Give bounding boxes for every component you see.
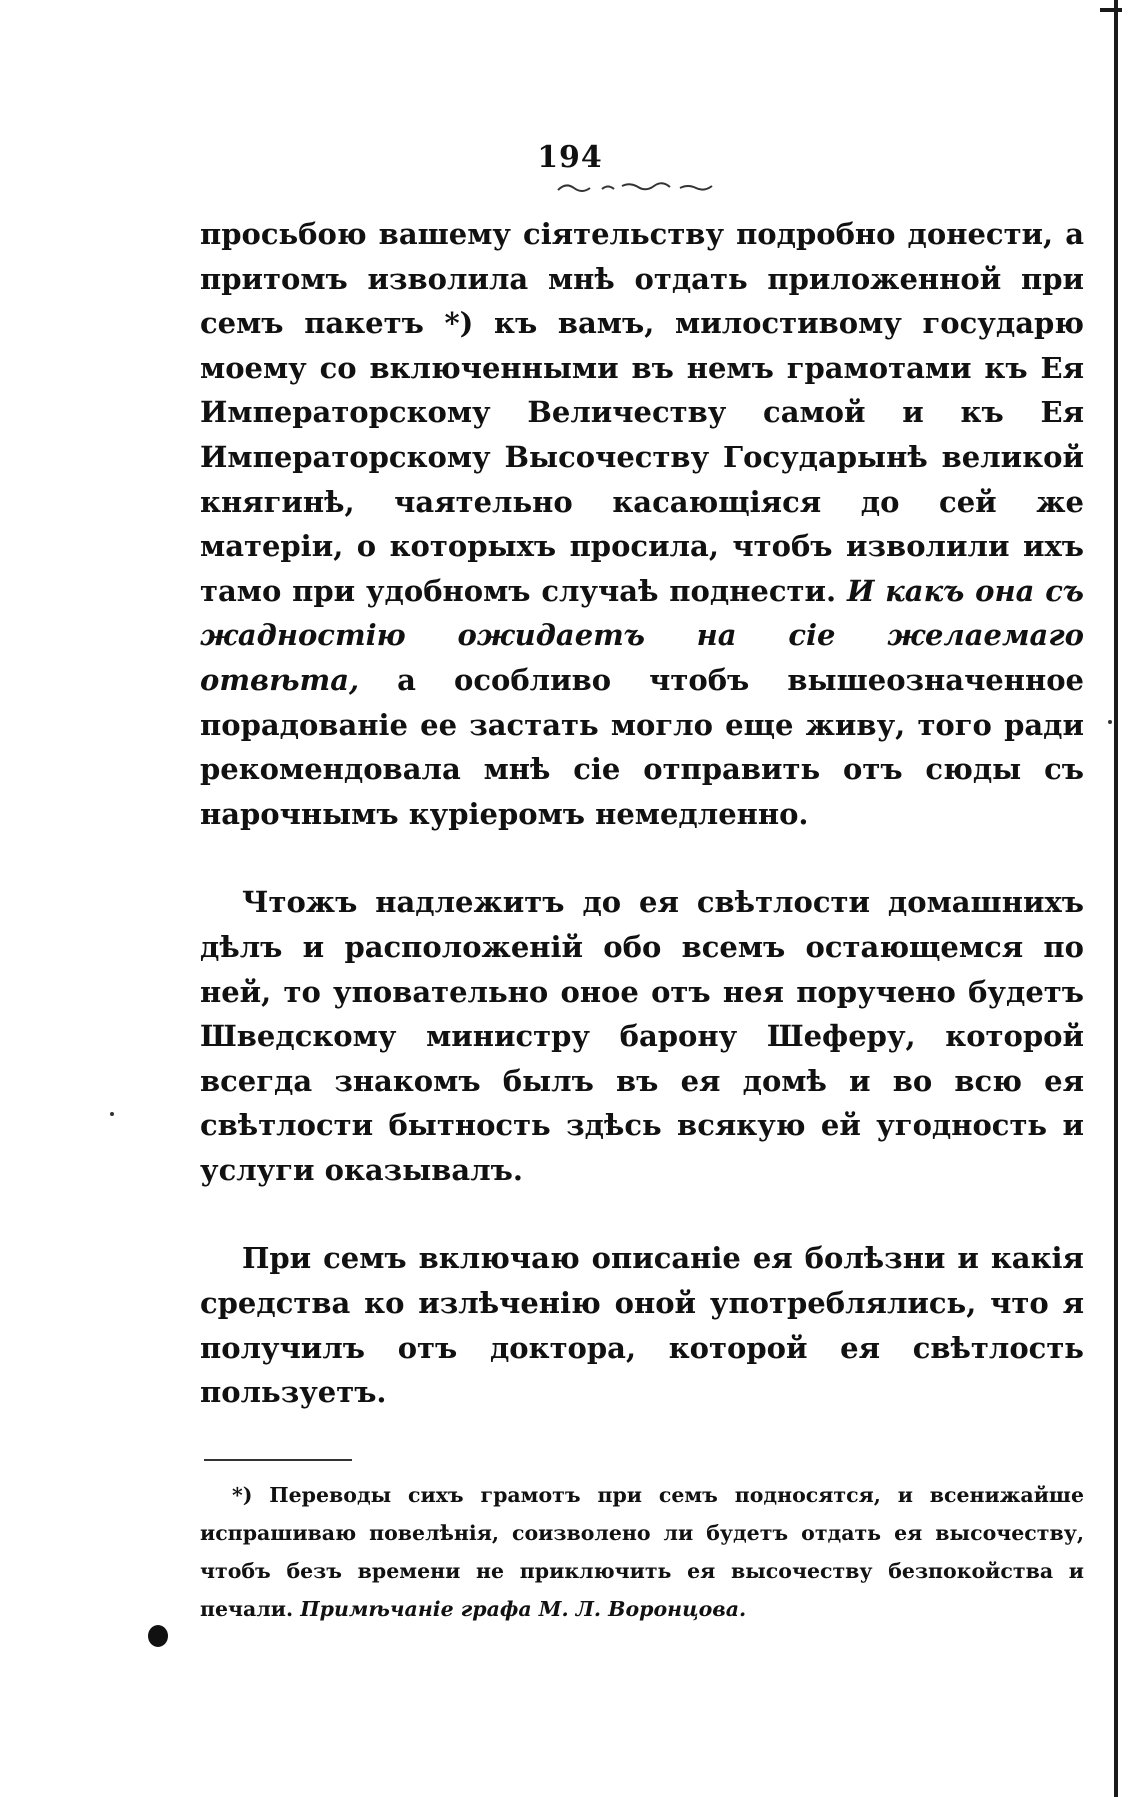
- ornament-divider: [556, 180, 716, 194]
- paragraph-1-italic: И какъ она съ жадностію ожидаетъ на сіе желаемаго отвѣта,: [200, 573, 1084, 697]
- paragraph-3: При семъ включаю описаніе ея болѣзни и какія средства ко излѣченію оной употреблялись, что я получилъ отъ доктора, которой ея свѣтлость пользуетъ.: [200, 1241, 1084, 1410]
- ink-speck: [1108, 720, 1112, 724]
- paragraph-1-end: а особливо чтобъ вышеозначенное порадованіе ее застать могло еще живу, того ради рекомендовала мнѣ сіе отправить отъ сюды съ нарочнымъ куріеромъ немедленно.: [200, 662, 1084, 831]
- scan-right-edge: [1114, 0, 1118, 1797]
- paragraph-2: Чтожъ надлежитъ до ея свѣтлости домашнихъ дѣлъ и расположеній обо всемъ остающемся по ней, то уповательно оное отъ нея поручено будетъ Шведскому министру барону Шеферу, которой всегда знакомъ былъ въ ея домѣ и во всю ея свѣтлости бытность здѣсь всякую ей угодность и услуги оказывалъ.: [200, 885, 1084, 1187]
- footnote-rule: [204, 1459, 352, 1461]
- page-number: 194: [537, 140, 603, 175]
- ink-speck: [110, 1112, 114, 1116]
- body-text: [200, 212, 1084, 1415]
- footnote-text: *) Переводы сихъ грамотъ при семъ подносятся, и всенижайше испрашиваю повелѣнія, соизволено ли будетъ отдать ея высочеству, чтобъ безъ времени не приключить ея высочеству безпокойства и печали.: [200, 1483, 1084, 1621]
- paragraph-1-start: просьбою вашему сіятельству подробно донести, а притомъ изволила мнѣ отдать приложенной при семъ пакетъ *) къ вамъ, милостивому государю моему со включенными въ немъ грамотами къ Ея Императорскому Величеству самой и къ Ея Императорскому Высочеству Государынѣ великой княгинѣ, чаятельно касающіяся до сей же матеріи, о которыхъ просила, чтобъ изволили ихъ тамо при удобномъ случаѣ поднести.: [200, 217, 1084, 608]
- footnote-attribution: Примѣчаніе графа М. Л. Воронцова.: [300, 1597, 747, 1621]
- ink-blot: [148, 1625, 168, 1647]
- footnote: [200, 1476, 1084, 1628]
- paragraph-1: [200, 212, 1084, 836]
- scan-corner-mark: [1100, 8, 1122, 12]
